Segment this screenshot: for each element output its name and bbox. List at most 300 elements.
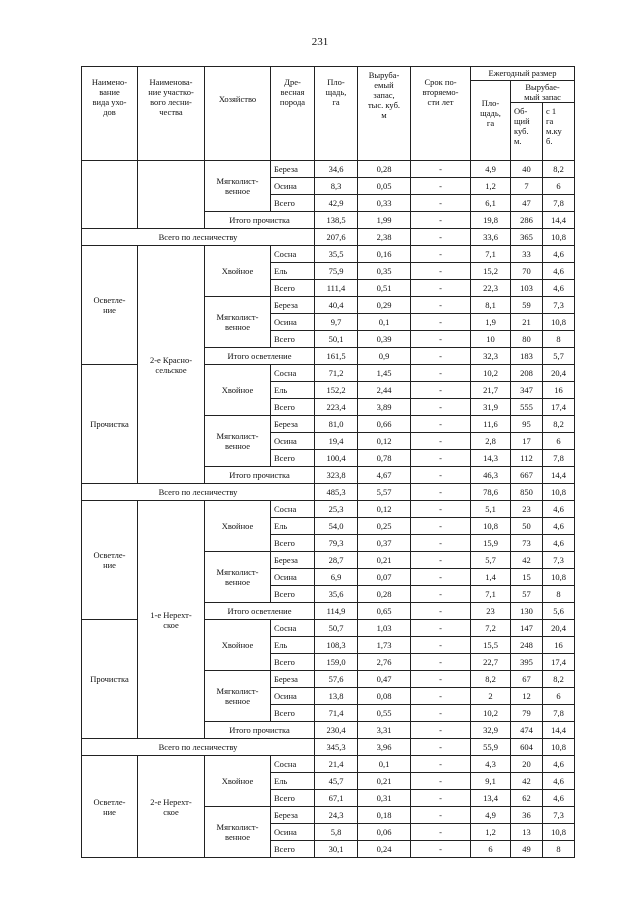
table-cell: 103 xyxy=(511,280,543,297)
table-cell: 0,21 xyxy=(358,773,411,790)
table-cell: - xyxy=(411,263,471,280)
table-cell: 23 xyxy=(471,603,511,620)
table-cell: 161,5 xyxy=(315,348,358,365)
table-cell: 79,3 xyxy=(315,535,358,552)
table-cell: - xyxy=(411,484,471,501)
table-cell: 35,6 xyxy=(315,586,358,603)
table-cell: 10,8 xyxy=(543,314,575,331)
table-cell: 15,2 xyxy=(471,263,511,280)
table-cell: 0,24 xyxy=(358,841,411,858)
table-cell: 114,9 xyxy=(315,603,358,620)
table-cell: 0,9 xyxy=(358,348,411,365)
table-cell: - xyxy=(411,688,471,705)
table-cell: 35,5 xyxy=(315,246,358,263)
table-cell: 67,1 xyxy=(315,790,358,807)
table-cell: - xyxy=(411,552,471,569)
table-cell: 3,89 xyxy=(358,399,411,416)
table-cell: Прочистка xyxy=(82,620,138,739)
col-annual-total: Об- щий куб. м. xyxy=(511,103,543,161)
table-cell: 17,4 xyxy=(543,654,575,671)
table-cell: 32,3 xyxy=(471,348,511,365)
table-cell: - xyxy=(411,212,471,229)
table-cell: - xyxy=(411,569,471,586)
table-cell: 6 xyxy=(543,433,575,450)
col-annual-area: Пло- щадь, га xyxy=(471,81,511,161)
table-cell: 49 xyxy=(511,841,543,858)
table-cell: 7,3 xyxy=(543,807,575,824)
table-cell: 4,6 xyxy=(543,280,575,297)
table-cell: 34,6 xyxy=(315,161,358,178)
table-cell: 1,2 xyxy=(471,824,511,841)
table-cell: 30,1 xyxy=(315,841,358,858)
table-cell: 71,4 xyxy=(315,705,358,722)
table-cell: 4,9 xyxy=(471,161,511,178)
forest-care-table xyxy=(81,66,575,858)
col-species: Дре- весная порода xyxy=(271,67,315,161)
table-cell: 2,8 xyxy=(471,433,511,450)
table-cell: 15,9 xyxy=(471,535,511,552)
table-cell: 2-е Нерехт- ское xyxy=(138,756,205,858)
table-cell: 1,4 xyxy=(471,569,511,586)
table-cell: Итого осветление xyxy=(205,603,315,620)
table-cell: - xyxy=(411,773,471,790)
col-farm: Хозяйство xyxy=(205,67,271,161)
table-cell: Ель xyxy=(271,773,315,790)
table-cell: 130 xyxy=(511,603,543,620)
table-cell: 8,3 xyxy=(315,178,358,195)
table-cell: 0,66 xyxy=(358,416,411,433)
table-cell: Мягколист- венное xyxy=(205,552,271,603)
table-cell: 7,3 xyxy=(543,297,575,314)
table-cell: 67 xyxy=(511,671,543,688)
table-cell: Всего xyxy=(271,705,315,722)
table-cell: 24,3 xyxy=(315,807,358,824)
table-cell: 0,65 xyxy=(358,603,411,620)
table-cell: 4,67 xyxy=(358,467,411,484)
table-cell: 7 xyxy=(511,178,543,195)
table-cell: 147 xyxy=(511,620,543,637)
table-cell: 6 xyxy=(471,841,511,858)
table-cell: 485,3 xyxy=(315,484,358,501)
table-cell: - xyxy=(411,416,471,433)
table-cell: - xyxy=(411,382,471,399)
table-cell: 5,57 xyxy=(358,484,411,501)
table-cell: - xyxy=(411,450,471,467)
table-cell: Итого прочистка xyxy=(205,467,315,484)
table-cell: 1,45 xyxy=(358,365,411,382)
table-cell: 0,08 xyxy=(358,688,411,705)
table-cell: Сосна xyxy=(271,246,315,263)
table-cell: 14,4 xyxy=(543,467,575,484)
table-cell: 0,33 xyxy=(358,195,411,212)
table-cell: 75,9 xyxy=(315,263,358,280)
table-cell: 0,55 xyxy=(358,705,411,722)
table-cell: 17 xyxy=(511,433,543,450)
table-cell: - xyxy=(411,671,471,688)
table-cell: Всего xyxy=(271,790,315,807)
table-cell: 50,7 xyxy=(315,620,358,637)
table-cell: 1,73 xyxy=(358,637,411,654)
table-cell: 138,5 xyxy=(315,212,358,229)
table-cell: - xyxy=(411,314,471,331)
table-cell: Береза xyxy=(271,297,315,314)
table-cell: - xyxy=(411,586,471,603)
table-cell: 10,2 xyxy=(471,705,511,722)
table-cell: - xyxy=(411,280,471,297)
table-cell: - xyxy=(411,790,471,807)
table-cell: - xyxy=(411,722,471,739)
table-cell: Итого осветление xyxy=(205,348,315,365)
table-cell: 2-е Красно- сельское xyxy=(138,246,205,484)
table-cell: 45,7 xyxy=(315,773,358,790)
table-cell: 0,25 xyxy=(358,518,411,535)
table-cell: 8,2 xyxy=(543,416,575,433)
table-cell: Ель xyxy=(271,518,315,535)
table-cell: - xyxy=(411,331,471,348)
table-cell: Хвойное xyxy=(205,365,271,416)
table-cell: 42 xyxy=(511,773,543,790)
forestry-total-row xyxy=(82,739,575,756)
table-cell: Всего xyxy=(271,450,315,467)
table-cell: - xyxy=(411,518,471,535)
table-cell: 7,8 xyxy=(543,450,575,467)
table-cell: 1,2 xyxy=(471,178,511,195)
table-cell: 0,47 xyxy=(358,671,411,688)
table-cell: Ель xyxy=(271,382,315,399)
table-cell: Береза xyxy=(271,552,315,569)
table-cell: Мягколист- венное xyxy=(205,161,271,212)
table-cell: 6 xyxy=(543,688,575,705)
table-cell: Осина xyxy=(271,433,315,450)
table-cell: 32,9 xyxy=(471,722,511,739)
table-cell: 20,4 xyxy=(543,365,575,382)
table-cell: Ель xyxy=(271,263,315,280)
col-annual-stock: Вырубае- мый запас xyxy=(511,81,575,103)
table-cell: - xyxy=(411,501,471,518)
table-cell: 8,1 xyxy=(471,297,511,314)
table-cell: 17,4 xyxy=(543,399,575,416)
table-cell: 8,2 xyxy=(543,671,575,688)
table-cell: 111,4 xyxy=(315,280,358,297)
table-cell: 0,07 xyxy=(358,569,411,586)
table-cell: 0,39 xyxy=(358,331,411,348)
table-cell: 22,3 xyxy=(471,280,511,297)
col-area: Пло- щадь, га xyxy=(315,67,358,161)
table-cell: 46,3 xyxy=(471,467,511,484)
table-cell: 4,6 xyxy=(543,773,575,790)
table-cell: 248 xyxy=(511,637,543,654)
table-cell: 81,0 xyxy=(315,416,358,433)
table-cell: 1,03 xyxy=(358,620,411,637)
table-cell: 5,8 xyxy=(315,824,358,841)
table-cell: 474 xyxy=(511,722,543,739)
table-cell: 7,8 xyxy=(543,705,575,722)
col-care-type: Наимено- вание вида ухо- дов xyxy=(82,67,138,161)
table-cell: 555 xyxy=(511,399,543,416)
table-cell: 0,16 xyxy=(358,246,411,263)
table-cell: Осина xyxy=(271,178,315,195)
table-cell: 0,51 xyxy=(358,280,411,297)
table-cell: Итого прочистка xyxy=(205,722,315,739)
table-cell: 47 xyxy=(511,195,543,212)
col-annual: Ежегодный размер xyxy=(471,67,575,81)
table-cell: 2 xyxy=(471,688,511,705)
table-cell: 208 xyxy=(511,365,543,382)
table-cell: - xyxy=(411,620,471,637)
table-cell: Всего xyxy=(271,841,315,858)
table-cell: Мягколист- венное xyxy=(205,807,271,858)
table-cell: Всего xyxy=(271,654,315,671)
table-cell: 9,1 xyxy=(471,773,511,790)
table-cell: - xyxy=(411,161,471,178)
table-cell: 28,7 xyxy=(315,552,358,569)
table-cell: 78,6 xyxy=(471,484,511,501)
table-cell: 10,8 xyxy=(543,484,575,501)
table-cell: Сосна xyxy=(271,501,315,518)
table-cell: 230,4 xyxy=(315,722,358,739)
table-cell: 14,4 xyxy=(543,722,575,739)
table-cell: Береза xyxy=(271,161,315,178)
table-cell: 152,2 xyxy=(315,382,358,399)
table-cell: 8,2 xyxy=(543,161,575,178)
table-cell: Сосна xyxy=(271,365,315,382)
table-cell: 70 xyxy=(511,263,543,280)
table-cell: 7,1 xyxy=(471,586,511,603)
table-cell: Сосна xyxy=(271,756,315,773)
table-cell: 1-е Нерехт- ское xyxy=(138,501,205,739)
forestry-total-row xyxy=(82,484,575,501)
table-cell: Осина xyxy=(271,688,315,705)
table-cell: Осина xyxy=(271,314,315,331)
table-cell: 11,6 xyxy=(471,416,511,433)
col-forestry: Наименова- ние участко- вого лесни- чества xyxy=(138,67,205,161)
table-cell: 0,28 xyxy=(358,161,411,178)
table-cell: 8 xyxy=(543,331,575,348)
table-cell: 345,3 xyxy=(315,739,358,756)
table-cell: - xyxy=(411,637,471,654)
table-cell: Хвойное xyxy=(205,246,271,297)
table-cell: 4,3 xyxy=(471,756,511,773)
table-cell: 4,6 xyxy=(543,756,575,773)
table-cell: 223,4 xyxy=(315,399,358,416)
table-cell: 7,2 xyxy=(471,620,511,637)
table-cell: 4,6 xyxy=(543,501,575,518)
table-cell: 59 xyxy=(511,297,543,314)
table-cell: Осветле- ние xyxy=(82,246,138,365)
table-cell: 16 xyxy=(543,637,575,654)
table-cell: Осветле- ние xyxy=(82,501,138,620)
table-cell: 108,3 xyxy=(315,637,358,654)
table-cell: 0,21 xyxy=(358,552,411,569)
table-cell: - xyxy=(411,433,471,450)
table-cell: Всего xyxy=(271,399,315,416)
table-cell: 347 xyxy=(511,382,543,399)
table-cell: 0,06 xyxy=(358,824,411,841)
table-cell: Осина xyxy=(271,569,315,586)
table-cell: Прочистка xyxy=(82,365,138,484)
table-cell: 62 xyxy=(511,790,543,807)
table-cell: 0,28 xyxy=(358,586,411,603)
table-cell: 10,8 xyxy=(543,569,575,586)
table-cell: 21,4 xyxy=(315,756,358,773)
table-cell: 0,1 xyxy=(358,756,411,773)
table-cell: Хвойное xyxy=(205,756,271,807)
table-cell: Всего xyxy=(271,195,315,212)
table-cell: 19,4 xyxy=(315,433,358,450)
col-annual-per-ha: с 1 га м.ку б. xyxy=(543,103,575,161)
table-cell: Всего xyxy=(271,280,315,297)
table-cell: Хвойное xyxy=(205,501,271,552)
table-cell: 0,12 xyxy=(358,501,411,518)
table-cell: 112 xyxy=(511,450,543,467)
table-cell: 8,2 xyxy=(471,671,511,688)
table-cell: 33,6 xyxy=(471,229,511,246)
table-cell: Мягколист- венное xyxy=(205,671,271,722)
table-cell: 3,96 xyxy=(358,739,411,756)
table-cell: 5,7 xyxy=(471,552,511,569)
table-cell: 323,8 xyxy=(315,467,358,484)
table-cell: 2,38 xyxy=(358,229,411,246)
table-cell: - xyxy=(411,824,471,841)
table-cell: - xyxy=(411,603,471,620)
table-cell: 55,9 xyxy=(471,739,511,756)
table-cell: 9,7 xyxy=(315,314,358,331)
table-cell: 4,9 xyxy=(471,807,511,824)
table-cell: Всего по лесничеству xyxy=(82,484,315,501)
table-cell: 19,8 xyxy=(471,212,511,229)
table-cell: 71,2 xyxy=(315,365,358,382)
table-cell: 13,8 xyxy=(315,688,358,705)
table-cell: - xyxy=(411,195,471,212)
table-cell: Береза xyxy=(271,807,315,824)
table-cell: 79 xyxy=(511,705,543,722)
table-cell: 667 xyxy=(511,467,543,484)
table-cell xyxy=(138,161,205,229)
table-cell: 40,4 xyxy=(315,297,358,314)
table-cell: 850 xyxy=(511,484,543,501)
table-cell: Мягколист- венное xyxy=(205,297,271,348)
table-cell: 13,4 xyxy=(471,790,511,807)
table-cell: 21 xyxy=(511,314,543,331)
table-cell: 13 xyxy=(511,824,543,841)
table-cell: 159,0 xyxy=(315,654,358,671)
table-cell: 604 xyxy=(511,739,543,756)
table-cell: Осветле- ние xyxy=(82,756,138,858)
table-cell: 50,1 xyxy=(315,331,358,348)
table-cell: - xyxy=(411,178,471,195)
table-cell: 0,18 xyxy=(358,807,411,824)
table-cell: 4,6 xyxy=(543,263,575,280)
table-cell: - xyxy=(411,807,471,824)
table-cell: 54,0 xyxy=(315,518,358,535)
table-cell: 10,8 xyxy=(543,229,575,246)
table-cell: 0,37 xyxy=(358,535,411,552)
table-cell: 0,05 xyxy=(358,178,411,195)
table-cell: 20 xyxy=(511,756,543,773)
table-cell: 7,8 xyxy=(543,195,575,212)
table-cell: Всего по лесничеству xyxy=(82,739,315,756)
table-cell: 15 xyxy=(511,569,543,586)
table-cell: 20,4 xyxy=(543,620,575,637)
table-cell: Береза xyxy=(271,416,315,433)
table-cell: 80 xyxy=(511,331,543,348)
table-cell: 57,6 xyxy=(315,671,358,688)
table-cell: - xyxy=(411,756,471,773)
page-number: 231 xyxy=(311,36,329,48)
table-cell: - xyxy=(411,841,471,858)
table-cell: 22,7 xyxy=(471,654,511,671)
table-cell: 16 xyxy=(543,382,575,399)
table-cell: 8 xyxy=(543,841,575,858)
table-cell: 36 xyxy=(511,807,543,824)
table-cell xyxy=(82,161,138,229)
table-cell: 207,6 xyxy=(315,229,358,246)
table-cell: 5,6 xyxy=(543,603,575,620)
table-cell: Хвойное xyxy=(205,620,271,671)
table-cell: 8 xyxy=(543,586,575,603)
table-cell: Всего по лесничеству xyxy=(82,229,315,246)
table-cell: Всего xyxy=(271,331,315,348)
table-cell: 0,78 xyxy=(358,450,411,467)
table-cell: 33 xyxy=(511,246,543,263)
table-cell: 183 xyxy=(511,348,543,365)
table-cell: 10,8 xyxy=(543,824,575,841)
table-cell: 4,6 xyxy=(543,535,575,552)
table-cell: Береза xyxy=(271,671,315,688)
table-cell: 95 xyxy=(511,416,543,433)
table-cell: 0,1 xyxy=(358,314,411,331)
col-term: Срок по- вторяемо- сти лет xyxy=(411,67,471,161)
table-cell: - xyxy=(411,229,471,246)
table-cell: 0,12 xyxy=(358,433,411,450)
table-cell: 10,2 xyxy=(471,365,511,382)
table-cell: 15,5 xyxy=(471,637,511,654)
table-cell: - xyxy=(411,399,471,416)
forestry-total-row xyxy=(82,229,575,246)
table-cell: 0,29 xyxy=(358,297,411,314)
table-cell: 7,3 xyxy=(543,552,575,569)
table-cell: 40 xyxy=(511,161,543,178)
table-cell: - xyxy=(411,467,471,484)
table-cell: 12 xyxy=(511,688,543,705)
table-row xyxy=(82,161,575,178)
table-cell: 10,8 xyxy=(543,739,575,756)
table-cell: Осина xyxy=(271,824,315,841)
table-cell: 4,6 xyxy=(543,790,575,807)
table-cell: 57 xyxy=(511,586,543,603)
table-cell: 2,76 xyxy=(358,654,411,671)
table-cell: - xyxy=(411,535,471,552)
table-cell: Мягколист- венное xyxy=(205,416,271,467)
table-cell: - xyxy=(411,654,471,671)
table-cell: - xyxy=(411,705,471,722)
table-cell: 4,6 xyxy=(543,518,575,535)
table-cell: 2,44 xyxy=(358,382,411,399)
table-cell: - xyxy=(411,365,471,382)
table-cell: 10,8 xyxy=(471,518,511,535)
table-cell: Сосна xyxy=(271,620,315,637)
table-row xyxy=(82,756,575,773)
table-cell: 0,31 xyxy=(358,790,411,807)
table-cell: 10 xyxy=(471,331,511,348)
table-cell: - xyxy=(411,297,471,314)
table-cell: 286 xyxy=(511,212,543,229)
table-cell: 5,7 xyxy=(543,348,575,365)
table-cell: 50 xyxy=(511,518,543,535)
table-cell: 31,9 xyxy=(471,399,511,416)
table-cell: 4,6 xyxy=(543,246,575,263)
table-cell: Всего xyxy=(271,535,315,552)
